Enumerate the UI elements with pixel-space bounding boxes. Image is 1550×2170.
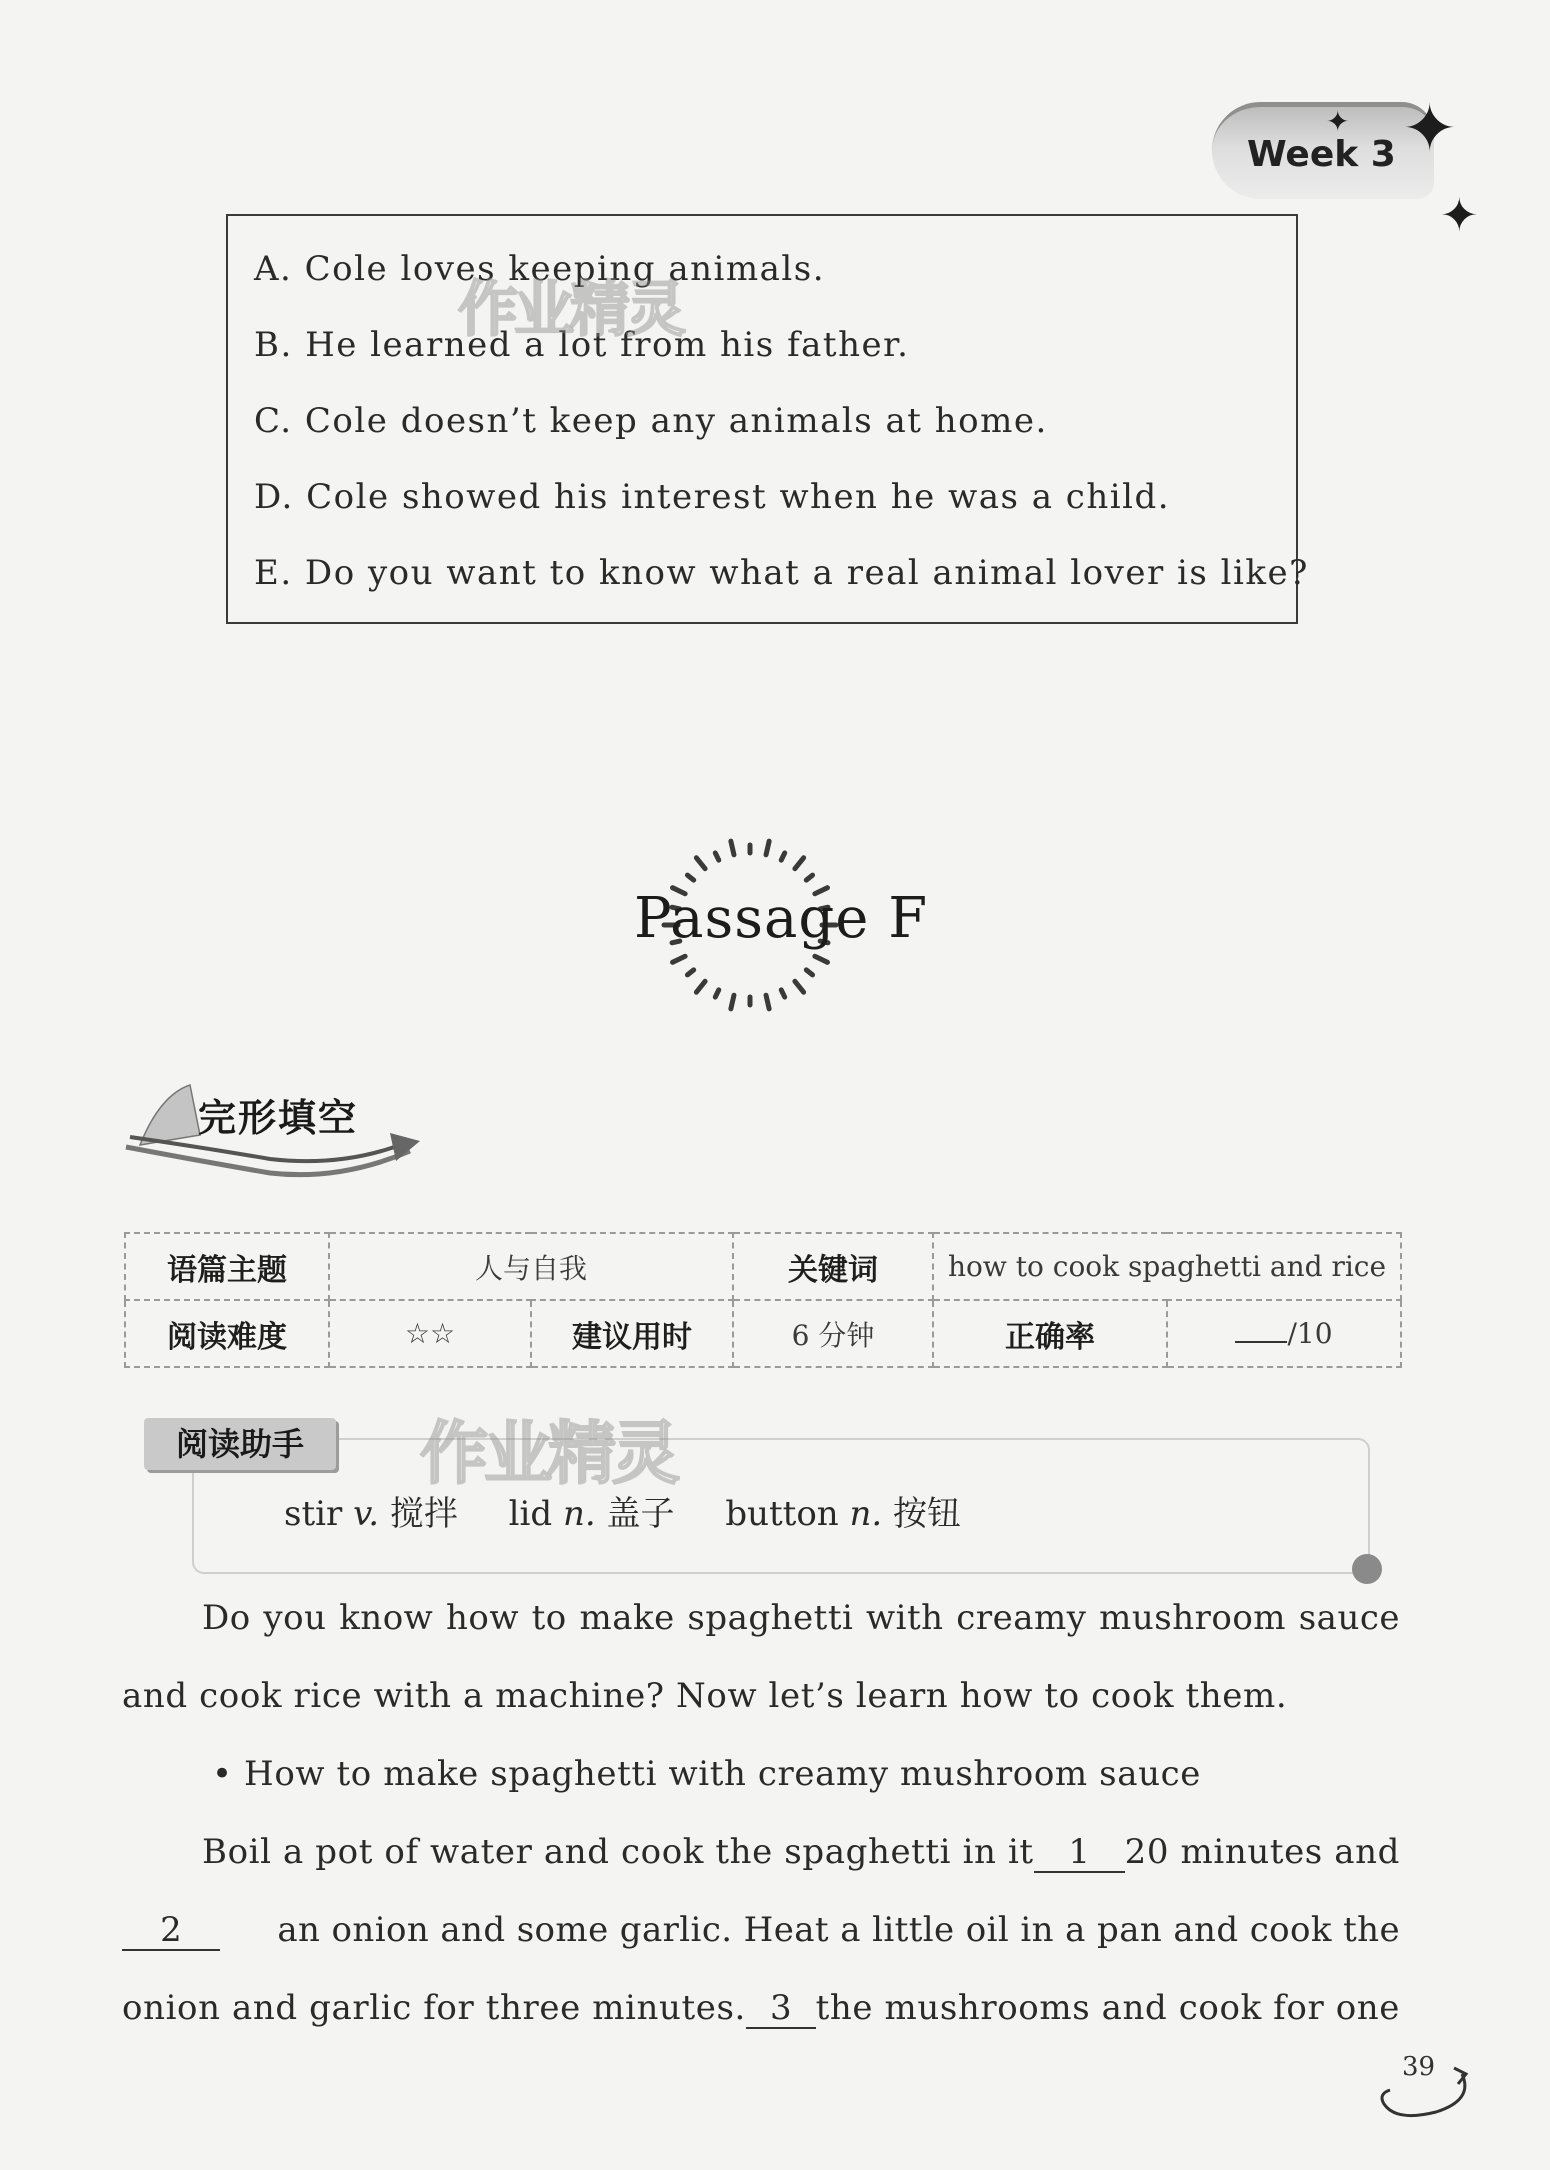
- sunburst-ray: [715, 853, 718, 860]
- blank-2[interactable]: 2: [122, 1912, 220, 1951]
- paragraph-line: [202, 1832, 1400, 1873]
- sunburst-ray: [696, 981, 705, 992]
- helper-word-item: [725, 1494, 961, 1534]
- helper-word: button: [725, 1494, 839, 1534]
- text-segment: 20 minutes and: [1124, 1832, 1400, 1872]
- helper-meaning: 盖子: [606, 1494, 675, 1534]
- table-row: [125, 1300, 1401, 1367]
- text-segment: Boil a pot of water and cook the spaghetti in it: [202, 1832, 1034, 1872]
- sunburst-ray: [781, 990, 784, 997]
- difficulty-label: 阅读难度: [125, 1300, 329, 1367]
- option-a: A. Cole loves keeping animals.: [254, 249, 826, 289]
- text-segment: an onion and some garlic. Heat a little oil in a pan and cook the: [277, 1910, 1400, 1950]
- sunburst-ray: [696, 858, 705, 869]
- helper-pos: n.: [563, 1494, 596, 1534]
- info-table: [124, 1232, 1402, 1368]
- sunburst-ray: [781, 853, 784, 860]
- sunburst-ray: [673, 956, 686, 962]
- helper-meaning: 按钮: [893, 1494, 962, 1534]
- sunburst-ray: [687, 970, 693, 975]
- helper-meaning: 搅拌: [389, 1494, 458, 1534]
- option-b: B. He learned a lot from his father.: [254, 325, 910, 365]
- helper-word: lid: [508, 1494, 553, 1534]
- text-segment: the mushrooms and cook for one: [815, 1988, 1400, 2028]
- sunburst-ray: [815, 956, 828, 962]
- accuracy-value: /10: [1287, 1317, 1333, 1350]
- sunburst-ray: [795, 858, 804, 869]
- keyword-label: 关键词: [733, 1233, 933, 1300]
- accuracy-label: 正确率: [933, 1300, 1167, 1367]
- paragraph-line: [122, 1988, 1400, 2029]
- sunburst-ray: [806, 970, 812, 975]
- helper-pos: v.: [353, 1494, 380, 1534]
- sunburst-ray: [731, 995, 734, 1009]
- sunburst-ray: [795, 981, 804, 992]
- sunburst-ray: [731, 841, 734, 855]
- helper-word-item: [284, 1494, 458, 1534]
- keyword-value: how to cook spaghetti and rice: [933, 1233, 1401, 1300]
- sparkle-star-small-icon: ✦: [1326, 105, 1350, 138]
- accuracy-cell: [1167, 1300, 1401, 1367]
- option-e: E. Do you want to know what a real animal lover is like?: [254, 553, 1309, 593]
- blank-3[interactable]: 3: [746, 1990, 816, 2029]
- sunburst-ray: [715, 990, 718, 997]
- helper-word: stir: [284, 1494, 343, 1534]
- sunburst-ray: [766, 995, 769, 1009]
- sunburst-ray: [766, 841, 769, 855]
- text-segment: onion and garlic for three minutes.: [122, 1988, 746, 2028]
- accuracy-blank[interactable]: [1235, 1321, 1287, 1343]
- topic-label: 语篇主题: [125, 1233, 329, 1300]
- option-c: C. Cole doesn’t keep any animals at home.: [254, 401, 1048, 441]
- options-box: [226, 214, 1309, 624]
- bullet-heading: • How to make spaghetti with creamy mushroom sauce: [212, 1754, 1201, 1794]
- helper-words: [284, 1486, 1001, 1535]
- sparkle-star-icon: ✦: [1440, 188, 1479, 242]
- section-title: 完形填空: [198, 1096, 359, 1140]
- page-number: 39: [1402, 2052, 1436, 2082]
- option-d: D. Cole showed his interest when he was a child.: [254, 477, 1171, 517]
- helper-word-item: [509, 1494, 675, 1534]
- difficulty-value: ☆☆: [329, 1300, 531, 1367]
- helper-dot: [1352, 1554, 1382, 1584]
- paragraph-line: and cook rice with a machine? Now let’s learn how to cook them.: [122, 1676, 1288, 1716]
- watermark: 作业精灵: [420, 1415, 677, 1494]
- time-label: 建议用时: [531, 1300, 733, 1367]
- sunburst-ray: [687, 875, 693, 880]
- sunburst-ray: [806, 875, 812, 880]
- paragraph-line: [122, 1910, 1400, 1951]
- helper-pos: n.: [849, 1494, 883, 1534]
- topic-value: 人与自我: [329, 1233, 733, 1300]
- helper-label: 阅读助手: [144, 1418, 336, 1470]
- paragraph-line: Do you know how to make spaghetti with creamy mushroom sauce: [202, 1598, 1400, 1638]
- passage-title: Passage F: [634, 886, 929, 951]
- table-row: [125, 1233, 1401, 1300]
- watermark: 作业精灵: [458, 275, 682, 345]
- blank-1[interactable]: 1: [1034, 1834, 1125, 1873]
- time-value: 6 分钟: [733, 1300, 933, 1367]
- week-label: Week 3: [1247, 134, 1396, 175]
- section-header: [120, 1075, 430, 1185]
- sparkle-star-icon: ✦: [1402, 90, 1458, 167]
